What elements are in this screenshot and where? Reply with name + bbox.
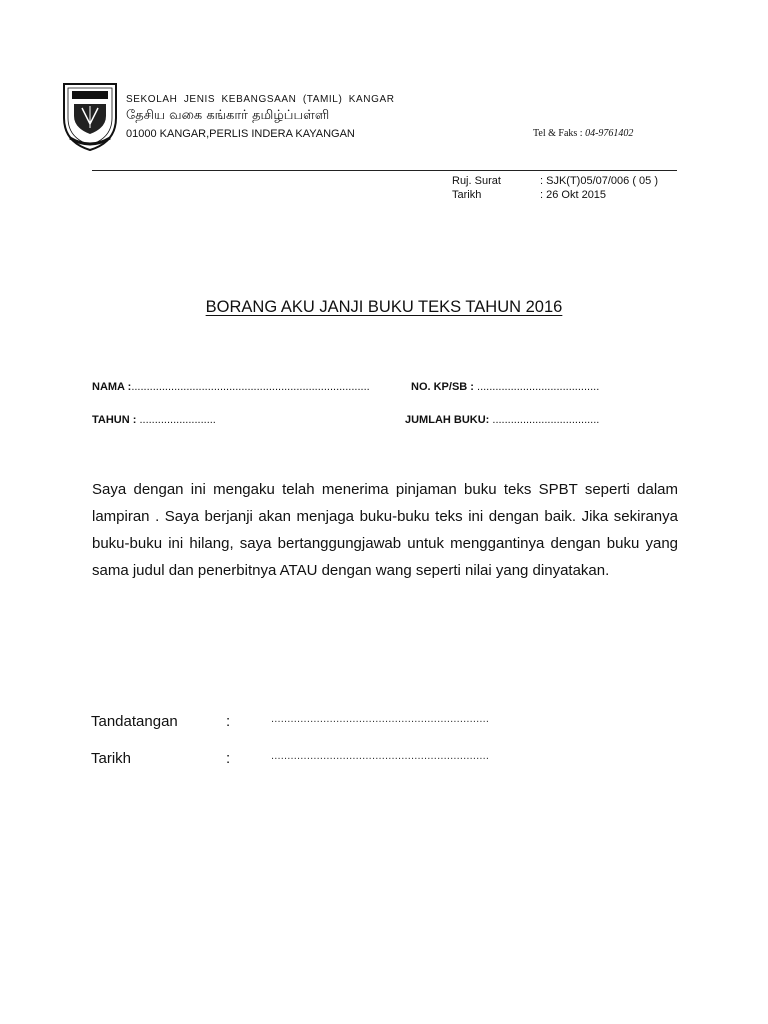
nama-field[interactable] (92, 381, 370, 393)
tel-number: 04-9761402 (585, 128, 634, 139)
tahun-label: TAHUN : (92, 414, 137, 426)
nokp-field[interactable] (411, 381, 599, 393)
telephone-fax (533, 128, 633, 139)
school-address: 01000 KANGAR,PERLIS INDERA KAYANGAN (126, 128, 355, 140)
ref-tarikh-value: : 26 Okt 2015 (540, 188, 607, 201)
nama-blank[interactable]: .............................................................................. (131, 381, 370, 393)
tel-label: Tel & Faks : (533, 128, 583, 139)
nama-label: NAMA : (92, 381, 132, 393)
tahun-blank[interactable]: ......................... (136, 414, 216, 426)
ruj-surat-value: : SJK(T)05/07/006 ( 05 ) (540, 175, 658, 187)
reference-block (452, 175, 658, 202)
sig-tarikh-colon: : (226, 750, 231, 767)
tandatangan-blank[interactable]: ................................................................... (271, 713, 490, 725)
form-title: BORANG AKU JANJI BUKU TEKS TAHUN 2016 (205, 298, 563, 316)
nokp-blank[interactable]: ........................................ (473, 381, 600, 393)
ruj-surat-label: Ruj. Surat (452, 175, 501, 187)
ref-tarikh-label: Tarikh (452, 188, 482, 201)
jumlah-buku-label: JUMLAH BUKU: (405, 414, 490, 426)
school-name: SEKOLAH JENIS KEBANGSAAN (TAMIL) KANGAR (126, 94, 395, 105)
jumlah-buku-field[interactable] (405, 414, 599, 426)
tahun-field[interactable] (92, 414, 216, 426)
tandatangan-colon: : (226, 713, 231, 730)
declaration-paragraph: Saya dengan ini mengaku telah menerima pinjaman buku teks SPBT seperti dalam lampiran . Saya berjanji akan menjaga buku-buku teks ini dengan baik. Jika sekiranya buku-buku ini hilang, saya bertanggungjawab untuk menggantinya dengan buku yang sama judul dan penerbitnya ATAU dengan wang seperti nilai yang dinyatakan. (92, 481, 678, 579)
nokp-label: NO. KP/SB : (411, 381, 474, 393)
school-crest-icon (60, 80, 120, 152)
sig-tarikh-blank[interactable]: ................................................................... (271, 750, 490, 762)
sig-tarikh-label: Tarikh (91, 750, 132, 767)
jumlah-buku-blank[interactable]: ................................... (489, 414, 600, 426)
tandatangan-label: Tandatangan (91, 713, 178, 730)
school-name-tamil: தேசிய வகை கங்கார் தமிழ்ப்பள்ளி (126, 108, 330, 123)
letterhead-divider (92, 170, 677, 171)
